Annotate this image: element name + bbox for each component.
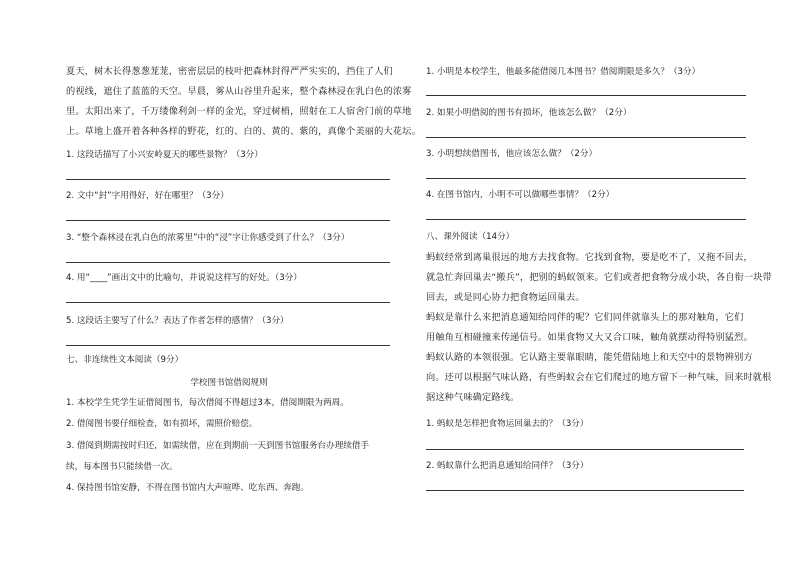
passage-line: 里。太阳出来了，千万缕像利剑一样的金光，穿过树梢，照射在工人宿舍门前的草地 (66, 106, 412, 117)
rule-line: 4. 保持图书馆安静，不得在图书馆内大声喧哗、吃东西、奔跑。 (66, 483, 309, 493)
passage-line: 蚂蚁是靠什么来把消息通知给同伴的呢？它们同伴就靠头上的那对触角，它们 (426, 312, 744, 323)
question-4: 4. 在图书馆内，小明不可以做哪些事情？（2分） (426, 190, 615, 200)
passage-line: 的视线，遮住了蓝蓝的天空。早晨，雾从山谷里升起来，整个森林浸在乳白色的浓雾 (66, 86, 412, 97)
question-5: 5. 这段话主要写了什么？表达了作者怎样的感情？（3分） (66, 316, 289, 326)
answer-line[interactable] (426, 219, 746, 220)
answer-line[interactable] (66, 345, 390, 346)
passage-line: 夏天，树木长得葱葱茏茏，密密层层的枝叶把森林封得严严实实的，挡住了人们 (66, 66, 393, 77)
question-2: 2. 蚂蚁靠什么把消息通知给同伴？（3分） (426, 461, 589, 471)
passage-line: 蚂蚁经常到离巢很远的地方去找食物。它找到食物，要是吃不了，又拖不回去， (426, 252, 753, 263)
answer-line[interactable] (66, 220, 390, 221)
rule-line: 3. 借阅到期需按时归还，如需续借，应在到期前一天到图书馆服务台办理续借手 (66, 441, 370, 451)
rule-line: 1. 本校学生凭学生证借阅图书，每次借阅不得超过3本，借阅期限为两周。 (66, 398, 349, 408)
question-1: 1. 小明是本校学生，他最多能借阅几本图书？借阅期限是多久？（3分） (426, 67, 701, 77)
section-7-title: 七、非连续性文本阅读（9分） (66, 355, 184, 365)
answer-line[interactable] (426, 178, 746, 179)
passage-line: 用触角互相碰撞来传递信号。如果食物又大又合口味，触角就摆动得特别猛烈。 (426, 332, 753, 343)
answer-line[interactable] (66, 262, 390, 263)
question-2: 2. 如果小明借阅的图书有损坏，他该怎么做？（2分） (426, 108, 632, 118)
question-3: 3. 小明想续借图书，他应该怎么做？（2分） (426, 149, 598, 159)
question-1: 1. 蚂蚁是怎样把食物运回巢去的？（3分） (426, 419, 589, 429)
passage-line: 就急忙奔回巢去“搬兵”，把别的蚂蚁领来。它们或者把食物分成小块，各自衔一块带 (426, 272, 772, 283)
passage-line: 上。草地上盛开着各种各样的野花，红的、白的、黄的、紫的，真像个美丽的大花坛。 (66, 126, 421, 137)
question-3: 3. “整个森林浸在乳白色的浓雾里”中的“浸”字让你感受到了什么？（3分） (66, 233, 350, 243)
question-2: 2. 文中“封”字用得好，好在哪里？（3分） (66, 191, 229, 201)
question-1: 1. 这段话描写了小兴安岭夏天的哪些景物？（3分） (66, 150, 263, 160)
passage-line: 据这种气味确定路线。 (426, 392, 520, 403)
answer-line[interactable] (426, 449, 744, 450)
rule-line: 续，每本图书只能续借一次。 (66, 462, 178, 472)
passage-line: 回去，或是同心协力把食物运回巢去。 (426, 292, 585, 303)
passage-line: 向。还可以根据气味认路，有些蚂蚁会在它们爬过的地方留下一种气味，回来时就根 (426, 372, 772, 383)
rule-line: 2. 借阅图书要仔细检查，如有损坏，需照价赔偿。 (66, 419, 258, 429)
section-8-title: 八、课外阅读（14分） (426, 232, 515, 242)
answer-line[interactable] (426, 490, 744, 491)
rules-title: 学校图书馆借阅规则 (190, 378, 268, 388)
answer-line[interactable] (426, 137, 746, 138)
answer-line[interactable] (426, 95, 746, 96)
passage-line: 蚂蚁认路的本领很强。它认路主要靠眼睛，能凭借陆地上和天空中的景物辨别方 (426, 352, 753, 363)
question-4: 4. 用“____”画出文中的比喻句，并说说这样写的好处。（3分） (66, 273, 302, 283)
answer-line[interactable] (66, 302, 390, 303)
answer-line[interactable] (66, 179, 390, 180)
